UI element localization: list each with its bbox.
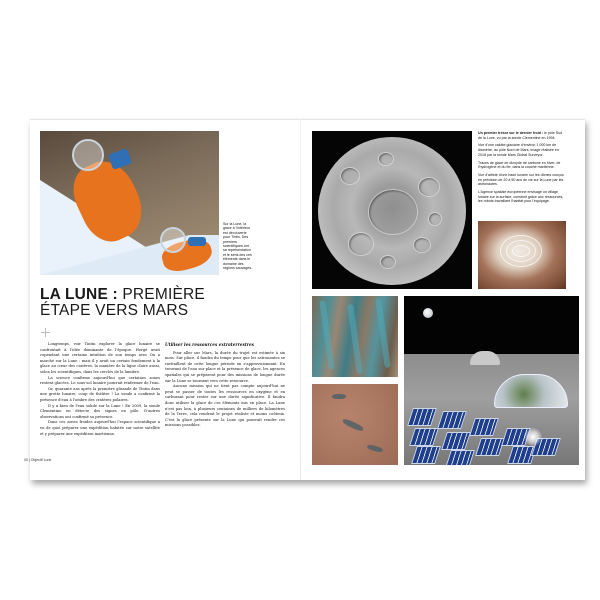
lunar-base-image [404, 296, 579, 465]
dark-deposit [332, 394, 346, 399]
page-top-edge [30, 119, 585, 120]
caption-paragraph [478, 190, 566, 204]
caption-paragraph [478, 143, 566, 157]
tintin-helmet [72, 139, 104, 171]
caption-paragraph [478, 173, 566, 187]
crater [413, 237, 431, 253]
paragraph: Longtemps, voir Tintin explorer la glace lunaire se confrontait à l'idée dominante de l'époque. Hergé avait cependant une certaine intuition de son temps avec On a marché sur la Lune : mais il y avait un certain fondement à la glace au cœur des cratères, la manière de la ligne claire aussi, selon les scientifiques, dans les cercles de la lumière. [40, 342, 160, 374]
caption-text: le pôle Sud de la Lune, vu par la sonde Clementine en 1994. [478, 131, 563, 140]
streak [319, 300, 335, 370]
crater [418, 177, 440, 197]
moon-south-pole-image [312, 131, 472, 289]
mars-surface-image [312, 384, 398, 465]
swirl [512, 245, 530, 257]
dark-deposit [342, 418, 364, 433]
caption-bold: Un premier trésor sur le dernier froid : [478, 131, 544, 135]
caption-text: Vue d'artiste d'une base lunaire sur les dômes conçus en prévision de 20 à 50 ans de vie sur la Lune par les astronautes. [478, 172, 564, 187]
dark-deposit [367, 444, 384, 453]
earth-in-sky [423, 308, 433, 318]
paragraph: Or, quarante ans après la première glissade de Tintin dans une grotte lunaire, coup de théâtre ! La sonde a confirmé la présence d'eau à l'ombre des cratères polaires. [40, 386, 160, 402]
caption-paragraph [478, 131, 566, 140]
illustration-caption: Sur la Lune, la glace à l'intérieur est découverte pour Tintin. Des premiers scientifiques ont sa représentation et le sens des ces éléments dans le domaine des régions sauvages. [223, 222, 253, 271]
cross-ornament-icon [41, 328, 50, 337]
tintin-illustration [40, 131, 219, 275]
title-bold: LA LUNE : [40, 286, 118, 303]
habitat-module [470, 351, 500, 365]
paragraph: Aucune mission qui ne tient pas compte aujourd'hui ne peut se passer de toutes les ressources en oxygène et en carburant pour rester sur une durée significative. Il faudra donc utiliser la glace de ces éléments mis en place. La Lune n'est pas loin, à plusieurs centaines de milliers de kilomètres de la Terre, cela rendrait le projet réaliste et moins coûteux. C'est la glace présente sur la Lune qui pourrait rendre ces missions possibles. [165, 384, 285, 428]
paragraph: Pour aller sur Mars, la durée du trajet est estimée à six mois. Sur place, il faudra du temps pour que les astronautes se ravitaillent de cette longue période en s'approvisionnant. En trouvant de l'eau sur place et la présence de glace, les agences spatiales qui se préparent pour des missions de longue durée sur la Lune se tournent vers cette ressource. [165, 350, 285, 383]
sun-reflection [524, 428, 542, 446]
title-line1-rest: PREMIÈRE [122, 286, 205, 303]
caption-text: Traces de glace de dioxyde de carbone en hiver, de l'hydrogène et du fer, dans la couche martienne. [478, 160, 561, 170]
mars-polar-cap-image [478, 221, 566, 289]
page-folio: 00 | Objectif Lune [24, 458, 52, 462]
streak [375, 298, 391, 368]
tintin-backpack [108, 148, 132, 170]
caption-text: L'Agence spatiale européenne envisage un village lunaire sur la surface, construit grâce aux ressources, les robots travaillant l'habitat pour l'équipage. [478, 190, 564, 204]
crater [378, 152, 394, 166]
caption-paragraph [478, 161, 566, 170]
crater [348, 232, 374, 256]
crater [428, 212, 442, 226]
paragraph: Dans ces zones froides aujourd'hui l'espace scientifique a vu de quoi préparer une expédition habitée sur notre satellite et y préparer une expédition martienne. [40, 420, 160, 436]
snowy-backpack [188, 237, 206, 246]
page-gutter [300, 119, 301, 480]
mars-blue-terrain-image [312, 296, 398, 377]
magazine-spread [24, 119, 585, 480]
article-title [40, 287, 280, 319]
crater [380, 255, 396, 269]
title-line2: ÉTAPE VERS MARS [40, 302, 189, 319]
right-caption [478, 131, 566, 207]
body-column-1 [40, 342, 160, 437]
moon-disc [318, 137, 466, 285]
crater [368, 189, 418, 235]
streak [347, 304, 363, 374]
snowy-helmet [160, 227, 186, 253]
section-heading: Utiliser les ressources extraterrestres [165, 342, 254, 347]
body-column-2 [165, 342, 285, 429]
caption-text: Vue d'une calotte glaciaire d'environ 1 000 km de diamètre, au pôle Nord de Mars, image réalisée en 2018 par la sonde Mars Global Surveyor. [478, 143, 559, 157]
paragraph: Il y a bien de l'eau solide sur la Lune ! En 2009, la sonde Clementine en détecte des signes en pôle. D'autres observations ont confirmé sa présence. [40, 403, 160, 419]
paragraph: La science confirme aujourd'hui que certaines zones restent glacées. Le sous-sol lunaire pourrait renfermer de l'eau. [40, 375, 160, 386]
solar-panel [445, 450, 475, 465]
crater [340, 167, 360, 185]
